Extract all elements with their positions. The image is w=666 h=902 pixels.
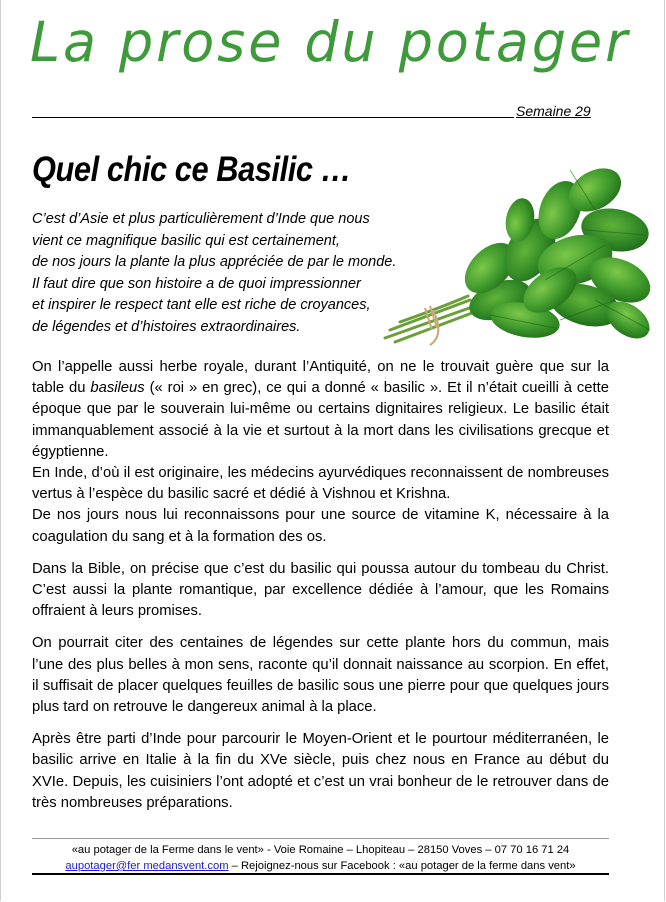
footer-email-link[interactable]: aupotager@fer medansvent.com <box>65 860 229 872</box>
paragraph-vitamin: De nos jours nous lui reconnaissons pour une source de vitamine K, nécessaire à la coagulation du sang et à la formation des os. <box>32 507 609 545</box>
intro-line: de nos jours la plante la plus appréciée de par le monde. <box>32 254 397 271</box>
intro-line: et inspirer le respect tant elle est riche de croyances, <box>32 297 371 314</box>
footer <box>32 842 609 874</box>
footer-contact <box>32 858 609 874</box>
brand-title: La prose du potager <box>30 10 631 74</box>
article-headline: Quel chic ce Basilic … <box>32 150 351 189</box>
paragraph-origin-name: On l’appelle aussi herbe royale, durant l’Antiquité, on ne le trouvait guère que sur la table du basileus (« roi » en grec), ce qui a donné « basilic ». Et il n’était cueilli à cette époque que par le souverain lui-même ou certains dignitaires religieux. Le basilic était immanquablement associé à la vie et surtout à la mort dans les civilisations grecque et égyptienne. <box>32 359 609 460</box>
footer-facebook-text: – Rejoignez-nous sur Facebook : «au potager de la ferme dans vent» <box>228 860 576 872</box>
week-label: Semaine 29 <box>516 103 591 119</box>
article-body <box>32 357 609 825</box>
footer-bottom-rule <box>32 873 609 875</box>
paragraph-bible: Dans la Bible, on précise que c’est du basilic qui poussa autour du tombeau du Christ. C’est aussi la plante romantique, par excellence dédiée à l’amour, que les Romains offraient à leurs promises. <box>32 560 609 620</box>
basileus-term: basileus <box>90 380 145 397</box>
intro-line: C’est d’Asie et plus particulièrement d’Inde que nous <box>32 211 370 227</box>
intro-line: Il faut dire que son histoire a de quoi impressionner <box>32 275 361 292</box>
paragraph-legends: On pourrait citer des centaines de légendes sur cette plante hors du commun, mais l’une des plus belles à mon sens, raconte qu’il donnait naissance au scorpion. En effet, il suffisait de placer quelques feuilles de basilic sous une pierre pour que quelques jours plus tard on retrouve le dangereux animal à la place. <box>32 635 609 716</box>
footer-address: «au potager de la Ferme dans le vent» - Voie Romaine – Lhopiteau – 28150 Voves – 07 70 16 71 24 <box>71 844 570 856</box>
footer-divider <box>32 838 609 839</box>
intro-line: de légendes et d’histoires extraordinaires. <box>32 318 301 335</box>
title-underline <box>32 117 514 118</box>
basil-bunch-illustration <box>370 150 660 350</box>
paragraph-india: En Inde, d’où il est originaire, les médecins ayurvédiques reconnaissent de nombreuses vertus à l’espèce du basilic sacré et dédié à Vishnou et Krishna. <box>32 465 609 503</box>
paragraph-history: Après être parti d’Inde pour parcourir le Moyen-Orient et le pourtour méditerranéen, le basilic arrive en Italie à la fin du XVe siècle, puis chez nous en France au début du XVIe. Depuis, les cuisiniers l’ont adopté et c’est un vrai bonheur de le retrouver dans de très nombreuses préparations. <box>32 731 609 811</box>
intro-line: vient ce magnifique basilic qui est certainement, <box>32 232 340 249</box>
